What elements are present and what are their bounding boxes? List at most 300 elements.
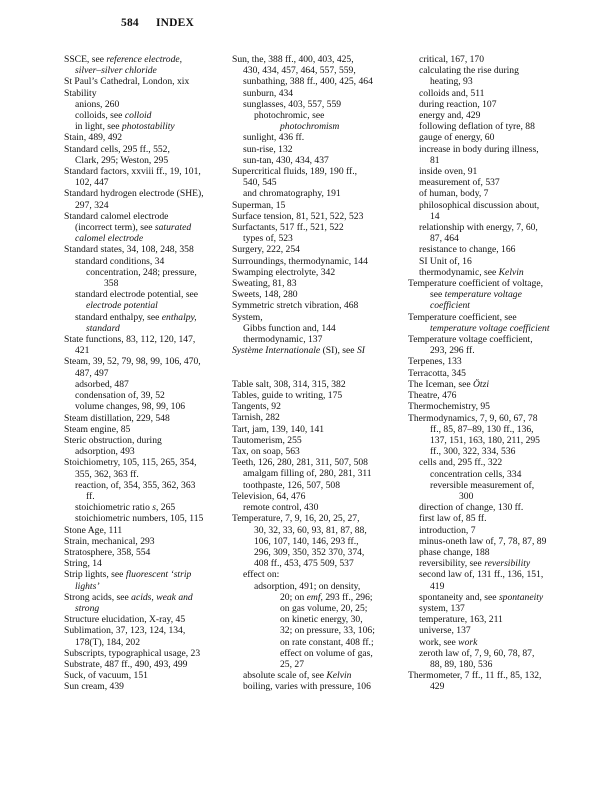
index-entry [408, 670, 588, 681]
index-entry-text: Standard calomel electrode [64, 210, 169, 222]
index-entry-text: String, 14 [64, 558, 102, 570]
index-entry-text: reaction, of, 354, 355, 362, 363 [75, 479, 196, 491]
index-entry-text: adsorbed, 487 [75, 378, 129, 390]
index-entry [232, 88, 400, 99]
index-entry [232, 76, 400, 87]
index-entry-text: heating, 93 [430, 76, 473, 88]
index-entry [232, 390, 400, 401]
index-entry-crossref: colloid [124, 110, 152, 122]
index-entry-crossref: reference electrode, [106, 54, 183, 65]
index-entry-text: gauge of energy, 60 [419, 132, 495, 144]
index-entry-text: volume changes, 98, 99, 106 [75, 401, 186, 413]
index-entry-text: Thermochemistry, 95 [408, 401, 490, 413]
index-entry [408, 65, 588, 76]
index-entry [64, 525, 224, 536]
index-entry [408, 558, 588, 569]
index-entry-text: 102, 447 [75, 177, 109, 189]
index-entry-text: 30, 32, 33, 60, 93, 81, 87, 88, [254, 524, 367, 536]
index-entry [408, 581, 588, 592]
index-entry [64, 603, 224, 614]
index-entry-text: Surfactants, 517 ff., 521, 522 [232, 222, 344, 234]
index-entry [64, 379, 224, 390]
index-entry-text: 88, 89, 180, 536 [430, 658, 493, 670]
index-entry [64, 222, 224, 233]
index-entry [408, 592, 588, 603]
index-entry-text: Surroundings, thermodynamic, 144 [232, 255, 368, 267]
index-entry [64, 166, 224, 177]
index-entry-text: Temperature voltage coefficient, [408, 334, 533, 346]
index-entry [64, 547, 224, 558]
index-entry-text: standard conditions, 34 [75, 255, 165, 267]
index-entry-text: The Iceman, see [408, 378, 473, 390]
index-entry [408, 469, 588, 480]
index-entry [64, 278, 224, 289]
index-entry-crossref: SI [356, 345, 365, 357]
index-entry [64, 648, 224, 659]
index-entry-crossref: silver–silver chloride [75, 65, 157, 77]
index-entry [232, 256, 400, 267]
index-entry [64, 368, 224, 379]
index-entry-text: ff. [86, 490, 95, 502]
index-column-1 [64, 54, 224, 693]
index-entry [64, 670, 224, 681]
index-entry-text: zeroth law of, 7, 9, 60, 78, 87, [419, 647, 535, 659]
index-entry [64, 289, 224, 300]
index-entry-text: work, see [419, 636, 459, 648]
index-entry-text: sun-rise, 132 [243, 143, 293, 155]
index-entry [408, 648, 588, 659]
index-entry-text: sunlight, 436 ff. [243, 132, 305, 144]
index-entry-text: introduction, 7 [419, 524, 476, 536]
index-entry [64, 267, 224, 278]
index-entry [408, 681, 588, 692]
index-entry-text: Swamping electrolyte, 342 [232, 266, 336, 278]
index-entry-text: Suck, of vacuum, 151 [64, 670, 148, 682]
index-entry-text: Temperature, 7, 9, 16, 20, 25, 27, [232, 513, 360, 525]
index-entry-crossref: temperature voltage coefficient [430, 322, 550, 334]
index-entry-text: Tautomerism, 255 [232, 434, 302, 446]
index-entry-crossref: s [152, 502, 156, 514]
index-entry-text: 32; on pressure, 33, 106; [280, 625, 375, 637]
index-entry-text: Standard cells, 295 ff., 552, [64, 143, 170, 155]
index-entry-text: 358 [104, 278, 119, 290]
index-entry-text: Structure elucidation, X-ray, 45 [64, 614, 186, 626]
index-entry [64, 345, 224, 356]
index-entry-crossref: photochromism [280, 121, 340, 133]
index-entry [232, 614, 400, 625]
index-entry-text: Steam distillation, 229, 548 [64, 412, 170, 424]
index-entry-text: concentration cells, 334 [430, 468, 522, 480]
index-entry [64, 435, 224, 446]
index-entry [64, 99, 224, 110]
index-entry-text: absolute scale of, see [243, 670, 327, 682]
index-entry [232, 132, 400, 143]
index-entry [408, 88, 588, 99]
index-entry-crossref: enthalpy, [161, 311, 197, 323]
index-entry-text: sun-tan, 430, 434, 437 [243, 154, 329, 166]
index-entry [408, 132, 588, 143]
index-entry-crossref: Système Internationale [232, 345, 321, 357]
index-entry [64, 334, 224, 345]
index-entry-text: standard electrode potential, see [75, 289, 199, 301]
index-entry-crossref: Ötzi [473, 378, 489, 390]
index-entry [232, 592, 400, 603]
index-entry [408, 480, 588, 491]
index-entry [64, 491, 224, 502]
index-entry-text: Temperature coefficient of voltage, [408, 278, 543, 290]
index-entry-text: relationship with energy, 7, 60, [419, 222, 538, 234]
index-entry-crossref: photostability [121, 121, 175, 133]
index-entry-text: on gas volume, 20, 25; [280, 602, 368, 614]
index-entry [408, 401, 588, 412]
index-entry-text: Thermometer, 7 ff., 11 ff., 85, 132, [408, 670, 542, 682]
index-entry [408, 211, 588, 222]
index-entry-text: critical, 167, 170 [419, 54, 485, 65]
index-entry [64, 513, 224, 524]
index-entry [408, 323, 588, 334]
index-entry-text: energy and, 429 [419, 110, 481, 122]
index-entry-text: 300 [459, 490, 474, 502]
index-entry-text: Surgery, 222, 254 [232, 244, 300, 256]
index-entry [64, 233, 224, 244]
index-entry [408, 222, 588, 233]
index-entry-text: Sun, the, 388 ff., 400, 403, 425, [232, 54, 354, 65]
index-entry [64, 502, 224, 513]
index-entry-text: Tart, jam, 139, 140, 141 [232, 423, 325, 435]
index-entry-text: Stone Age, 111 [64, 524, 123, 536]
index-entry [232, 110, 400, 121]
index-entry [232, 401, 400, 412]
index-entry-text: Subscripts, typographical usage, 23 [64, 647, 201, 659]
index-entry-text: 178(T), 184, 202 [75, 636, 141, 648]
index-entry [408, 379, 588, 390]
index-entry [232, 659, 400, 670]
index-entry [64, 177, 224, 188]
index-entry-text: Standard hydrogen electrode (SHE), [64, 188, 204, 200]
index-entry [64, 592, 224, 603]
index-entry-text: on rate constant, 408 ff.; [280, 636, 374, 648]
index-entry [64, 200, 224, 211]
index-entry-text: following deflation of tyre, 88 [419, 121, 535, 133]
index-entry [232, 345, 400, 356]
index-entry [232, 525, 400, 536]
index-entry [64, 446, 224, 457]
index-entry-text: cells and, 295 ff., 322 [419, 457, 503, 469]
index-entry-text: concentration, 248; pressure, [86, 266, 197, 278]
index-entry-text: sunglasses, 403, 557, 559 [243, 98, 342, 110]
index-entry [232, 637, 400, 648]
index-entry-text: direction of change, 130 ff. [419, 502, 524, 514]
index-entry-text: and chromatography, 191 [243, 188, 341, 200]
index-entry [408, 659, 588, 670]
index-entry [232, 681, 400, 692]
index-entry-text: Steam engine, 85 [64, 423, 131, 435]
index-entry-text: spontaneity and, see [419, 591, 499, 603]
index-entry [64, 457, 224, 468]
index-entry-text: Temperature coefficient, see [408, 311, 517, 323]
index-entry-text: 419 [430, 580, 445, 592]
index-entry [232, 446, 400, 457]
index-entry [232, 648, 400, 659]
index-entry [232, 558, 400, 569]
index-entry [232, 289, 400, 300]
index-entry-text: Substrate, 487 ff., 490, 493, 499 [64, 658, 188, 670]
index-entry [232, 200, 400, 211]
index-entry-text: phase change, 188 [419, 546, 490, 558]
index-entry [64, 469, 224, 480]
index-entry [232, 569, 400, 580]
index-entry [408, 110, 588, 121]
index-entry [232, 468, 400, 479]
index-entry-text: 137, 151, 163, 180, 211, 295 [430, 434, 540, 446]
index-entry [408, 188, 588, 199]
index-entry [232, 99, 400, 110]
index-entry-text: effect on: [243, 569, 280, 581]
index-entry [232, 65, 400, 76]
index-entry-text: System, [232, 311, 263, 323]
section-gap [232, 356, 400, 367]
index-entry-text: Stratosphere, 358, 554 [64, 546, 151, 558]
index-entry [232, 502, 400, 513]
index-entry [232, 222, 400, 233]
index-entry-text: Terpenes, 133 [408, 356, 462, 368]
index-entry-text: SSCE, see [64, 54, 107, 65]
index-entry [408, 289, 588, 300]
index-entry [232, 536, 400, 547]
index-entry-text: 421 [75, 345, 90, 357]
index-entry [64, 65, 224, 76]
index-entry [64, 625, 224, 636]
index-entry-text: , 265 [156, 502, 176, 514]
index-entry-text: Clark, 295; Weston, 295 [75, 154, 169, 166]
index-entry [408, 603, 588, 614]
index-entry-text: condensation of, 39, 52 [75, 390, 165, 402]
index-entry-text: Terracotta, 345 [408, 367, 466, 379]
index-entry [232, 233, 400, 244]
index-entry [64, 480, 224, 491]
index-entry [64, 312, 224, 323]
index-entry [64, 581, 224, 592]
index-entry-text: 297, 324 [75, 199, 109, 211]
index-entry [64, 155, 224, 166]
index-entry [64, 256, 224, 267]
index-entry-crossref: emf [306, 591, 321, 603]
index-entry-text: , 293 ff., 296; [320, 591, 373, 603]
index-entry-crossref: strong [75, 602, 100, 614]
index-entry-text: Surface tension, 81, 521, 522, 523 [232, 210, 364, 222]
index-entry-text: Tangents, 92 [232, 401, 281, 413]
index-entry [232, 144, 400, 155]
index-entry-text: types of, 523 [243, 233, 293, 245]
index-entry-text: during reaction, 107 [419, 98, 497, 110]
index-entry [64, 413, 224, 424]
index-entry [408, 525, 588, 536]
index-entry [408, 278, 588, 289]
index-entry-text: Sweating, 81, 83 [232, 278, 297, 290]
index-entry [232, 513, 400, 524]
index-entry [232, 581, 400, 592]
index-entry-text: Sublimation, 37, 123, 124, 134, [64, 625, 186, 637]
index-entry-text: on kinetic energy, 30, [280, 614, 363, 626]
index-entry [408, 256, 588, 267]
index-entry-text: resistance to change, 166 [419, 244, 516, 256]
index-entry [232, 547, 400, 558]
index-entry-text: Thermodynamics, 7, 9, 60, 67, 78 [408, 412, 538, 424]
index-entry [408, 356, 588, 367]
index-entry [408, 446, 588, 457]
index-entry-text: 296, 309, 350, 352 370, 374, [254, 546, 365, 558]
index-column-2 [232, 54, 400, 693]
index-entry-crossref: standard [86, 322, 120, 334]
index-entry [408, 166, 588, 177]
index-entry [232, 177, 400, 188]
index-entry [232, 278, 400, 289]
index-entry [232, 312, 400, 323]
index-entry-text: 106, 107, 140, 146, 293 ff., [254, 535, 359, 547]
index-entry [64, 188, 224, 199]
index-entry [64, 569, 224, 580]
index-entry-crossref: calomel electrode [75, 233, 144, 245]
index-entry [408, 76, 588, 87]
index-entry [232, 155, 400, 166]
index-entry-text: Tables, guide to writing, 175 [232, 390, 343, 402]
index-entry [408, 569, 588, 580]
index-entry [232, 435, 400, 446]
index-entry-crossref: Kelvin [326, 670, 352, 682]
index-entry [64, 401, 224, 412]
index-entry-text: colloids, see [75, 110, 125, 122]
index-entry [64, 356, 224, 367]
index-entry [232, 211, 400, 222]
index-entry [64, 424, 224, 435]
index-entry-text: 25, 27 [280, 658, 304, 670]
index-entry [232, 166, 400, 177]
index-entry [64, 659, 224, 670]
index-entry [408, 300, 588, 311]
index-entry-text: stoichiometric numbers, 105, 115 [75, 513, 204, 525]
index-entry-text: see [430, 289, 445, 301]
index-entry-crossref: electrode potential [86, 300, 158, 312]
index-entry [232, 670, 400, 681]
index-entry [64, 121, 224, 132]
index-entry-text: remote control, 430 [243, 502, 319, 514]
index-entry [408, 368, 588, 379]
index-entry [408, 121, 588, 132]
index-column-3 [408, 54, 588, 693]
index-entry [408, 457, 588, 468]
index-entry [408, 267, 588, 278]
index-entry-text: Television, 64, 476 [232, 490, 306, 502]
index-entry-text: 430, 434, 457, 464, 557, 559, [243, 65, 356, 77]
index-entry-text: increase in body during illness, [419, 143, 539, 155]
index-entry-text: Stability [64, 87, 97, 99]
index-entry [408, 614, 588, 625]
index-entry-text: (SI), see [320, 345, 357, 357]
index-entry [408, 637, 588, 648]
index-entry [64, 681, 224, 692]
index-entry-text: reversible measurement of, [430, 479, 535, 491]
index-entry [232, 603, 400, 614]
index-entry [408, 334, 588, 345]
index-entry-text: 14 [430, 210, 440, 222]
index-entry [232, 244, 400, 255]
index-entry-text: toothpaste, 126, 507, 508 [243, 479, 340, 491]
index-entry-text: (incorrect term), see [75, 222, 155, 234]
index-entry [408, 244, 588, 255]
index-entry-text: 81 [430, 154, 440, 166]
index-entry-text: Standard factors, xxviii ff., 19, 101, [64, 166, 201, 178]
index-entry-text: Steric obstruction, during [64, 434, 162, 446]
index-entry-text: 540, 545 [243, 177, 277, 189]
index-entry-crossref: work [458, 636, 478, 648]
index-entry [232, 379, 400, 390]
index-entry-text: thermodynamic, see [419, 266, 499, 278]
index-entry [408, 54, 588, 65]
index-entry [232, 480, 400, 491]
index-entry-text: thermodynamic, 137 [243, 334, 323, 346]
index-entry-text: of human, body, 7 [419, 188, 489, 200]
index-entry-text: sunbathing, 388 ff., 400, 425, 464 [243, 76, 373, 88]
index-entry [64, 614, 224, 625]
page-title: INDEX [155, 17, 194, 29]
index-entry [232, 491, 400, 502]
index-entry-crossref: fluorescent ‘strip [125, 569, 192, 581]
index-entry-text: 293, 296 ff. [430, 345, 475, 357]
index-entry [232, 188, 400, 199]
index-entry [408, 513, 588, 524]
index-entry [408, 435, 588, 446]
index-entry-text: system, 137 [419, 602, 465, 614]
index-entry-text: calculating the rise during [419, 65, 519, 77]
index-entry-text: second law of, 131 ff., 136, 151, [419, 569, 544, 581]
index-entry-crossref: saturated [154, 222, 192, 234]
index-entry-text: philosophical discussion about, [419, 199, 540, 211]
index-entry [232, 267, 400, 278]
index-entry-text: standard enthalpy, see [75, 311, 162, 323]
index-entry-text: Gibbs function and, 144 [243, 322, 336, 334]
index-entry-text: Strip lights, see [64, 569, 126, 581]
index-entry-text: measurement of, 537 [419, 177, 500, 189]
index-entry-text: colloids and, 511 [419, 87, 485, 99]
section-gap [232, 368, 400, 379]
index-entry-text: stoichiometric ratio [75, 502, 153, 514]
index-entry [64, 244, 224, 255]
index-entry-text: 429 [430, 681, 445, 693]
index-entry-text: 355, 362, 363 ff. [75, 468, 139, 480]
index-entry-text: temperature, 163, 211 [419, 614, 503, 626]
index-entry [64, 300, 224, 311]
index-entry [64, 76, 224, 87]
index-entry [408, 312, 588, 323]
index-entry [232, 457, 400, 468]
index-entry-text: reversibility, see [419, 558, 485, 570]
index-entry-text: Superman, 15 [232, 199, 286, 211]
index-entry [408, 491, 588, 502]
index-entry-text: Sweets, 148, 280 [232, 289, 298, 301]
index-entry-text: State functions, 83, 112, 120, 147, [64, 334, 196, 346]
index-entry [408, 155, 588, 166]
index-entry [408, 625, 588, 636]
index-entry [232, 334, 400, 345]
index-entry [64, 144, 224, 155]
index-entry-text: 87, 464 [430, 233, 459, 245]
index-entry [64, 110, 224, 121]
index-entry-text: Tarnish, 282 [232, 412, 280, 424]
index-entry [64, 390, 224, 401]
index-entry-text: 20; on [280, 591, 307, 603]
index-entry [408, 144, 588, 155]
index-entry [408, 547, 588, 558]
